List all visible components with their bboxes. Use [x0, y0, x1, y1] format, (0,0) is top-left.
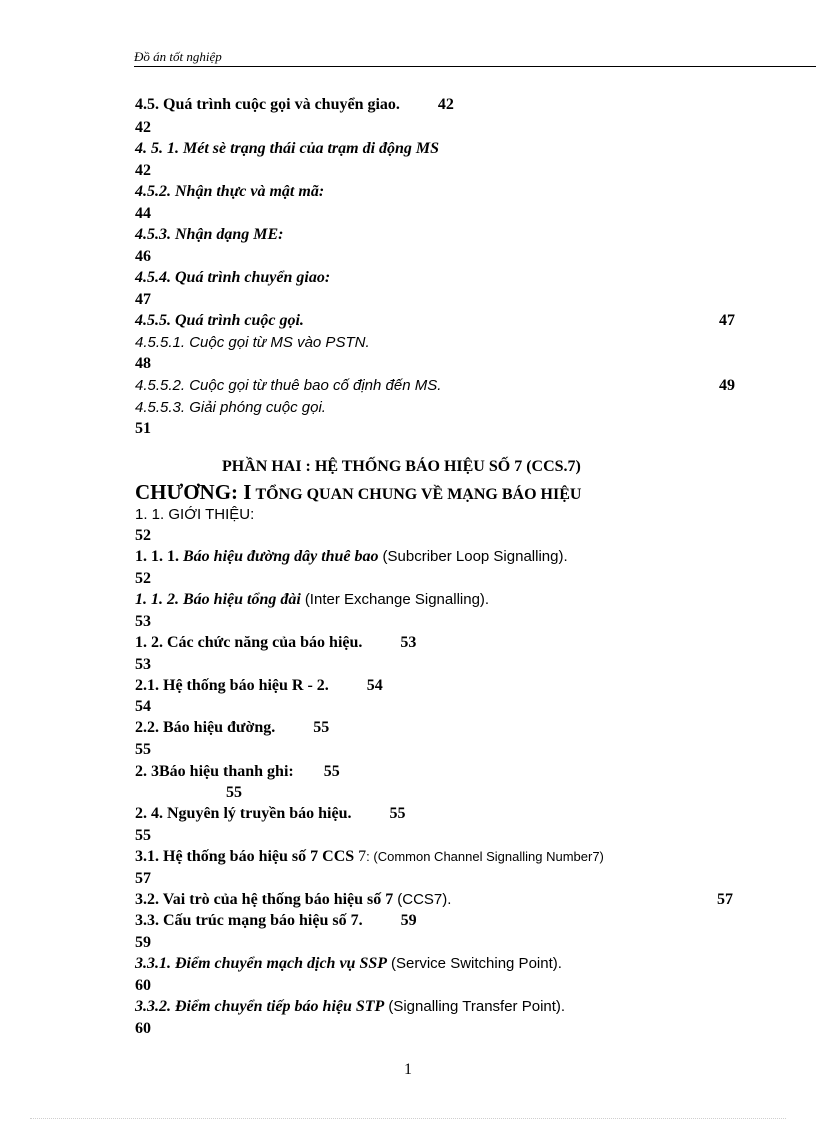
- toc-page-number: 47: [719, 312, 735, 329]
- toc-page-number: 60: [135, 1020, 151, 1037]
- toc-entry: 2.1. Hệ thống báo hiệu R - 2. 54: [135, 677, 383, 694]
- toc-page-number: 47: [135, 291, 151, 308]
- toc-entry: 4.5.5.1. Cuộc gọi từ MS vào PSTN.: [135, 334, 370, 351]
- toc-page-number: 46: [135, 248, 151, 265]
- toc-page-number: 53: [135, 613, 151, 630]
- toc-page-number: 55: [135, 827, 151, 844]
- toc-entry: 3.1. Hệ thống báo hiệu số 7 CCS 7: (Common Channel Signalling Number7): [135, 848, 604, 865]
- toc-entry: 3.2. Vai trò của hệ thống báo hiệu số 7 (CCS7).: [135, 891, 452, 908]
- toc-entry: 4.5.5.3. Giải phóng cuộc gọi.: [135, 399, 326, 416]
- toc-entry: 4.5. Quá trình cuộc gọi và chuyển giao. 42: [135, 96, 454, 113]
- toc-entry: 1. 1. 1. Báo hiệu đường dây thuê bao (Subcriber Loop Signalling).: [135, 548, 568, 565]
- chapter-heading: [135, 480, 581, 505]
- toc-page-number: 52: [135, 527, 151, 544]
- toc-page-number: 59: [135, 934, 151, 951]
- toc-entry: 1. 2. Các chức năng của báo hiệu. 53: [135, 634, 417, 651]
- toc-page-number: 60: [135, 977, 151, 994]
- toc-page-number: 55: [226, 784, 242, 801]
- chapter-prefix: CHƯƠNG: I: [135, 480, 252, 504]
- toc-page-number: 48: [135, 355, 151, 372]
- toc-entry: 3.3.1. Điểm chuyển mạch dịch vụ SSP (Service Switching Point).: [135, 955, 562, 972]
- toc-entry: 4.5.5.2. Cuộc gọi từ thuê bao cố định đến MS.: [135, 377, 442, 394]
- toc-entry: 4. 5. 1. Mét sè trạng thái của trạm di động MS: [135, 140, 440, 157]
- toc-entry: 2.2. Báo hiệu đường. 55: [135, 719, 330, 736]
- toc-entry: 4.5.2. Nhận thực và mật mã:: [135, 183, 325, 200]
- toc-page-number: 57: [717, 891, 733, 908]
- toc-page-number: 57: [135, 870, 151, 887]
- chapter-title: TỔNG QUAN CHUNG VỀ MẠNG BÁO HIỆU: [255, 486, 582, 503]
- toc-entry: 2. 3Báo hiệu thanh ghi: 55: [135, 763, 340, 780]
- toc-page-number: 54: [135, 698, 151, 715]
- page-bottom-divider: [30, 1118, 786, 1119]
- toc-page-number: 42: [135, 162, 151, 179]
- toc-page-number: 44: [135, 205, 151, 222]
- part-heading: PHẦN HAI : HỆ THỐNG BÁO HIỆU SỐ 7 (CCS.7): [222, 458, 581, 475]
- page-number: 1: [404, 1061, 412, 1078]
- toc-page-number: 42: [135, 119, 151, 136]
- page-header: Đồ án tốt nghiệp: [134, 49, 816, 67]
- toc-entry: 1. 1. GIỚI THIỆU:: [135, 506, 255, 523]
- toc-entry: 3.3. Cấu trúc mạng báo hiệu số 7. 59: [135, 912, 417, 929]
- toc-entry: 3.3.2. Điểm chuyển tiếp báo hiệu STP (Signalling Transfer Point).: [135, 998, 566, 1015]
- toc-page-number: 52: [135, 570, 151, 587]
- toc-page-number: 55: [135, 741, 151, 758]
- toc-page-number: 51: [135, 420, 151, 437]
- toc-entry: 4.5.4. Quá trình chuyển giao:: [135, 269, 331, 286]
- toc-entry: 4.5.5. Quá trình cuộc gọi.: [135, 312, 304, 329]
- toc-entry: 4.5.3. Nhận dạng ME:: [135, 226, 284, 243]
- toc-page-number: 53: [135, 656, 151, 673]
- toc-entry: 2. 4. Nguyên lý truyền báo hiệu. 55: [135, 805, 406, 822]
- toc-page-number: 49: [719, 377, 735, 394]
- toc-entry: 1. 1. 2. Báo hiệu tổng đài (Inter Exchange Signalling).: [135, 591, 490, 608]
